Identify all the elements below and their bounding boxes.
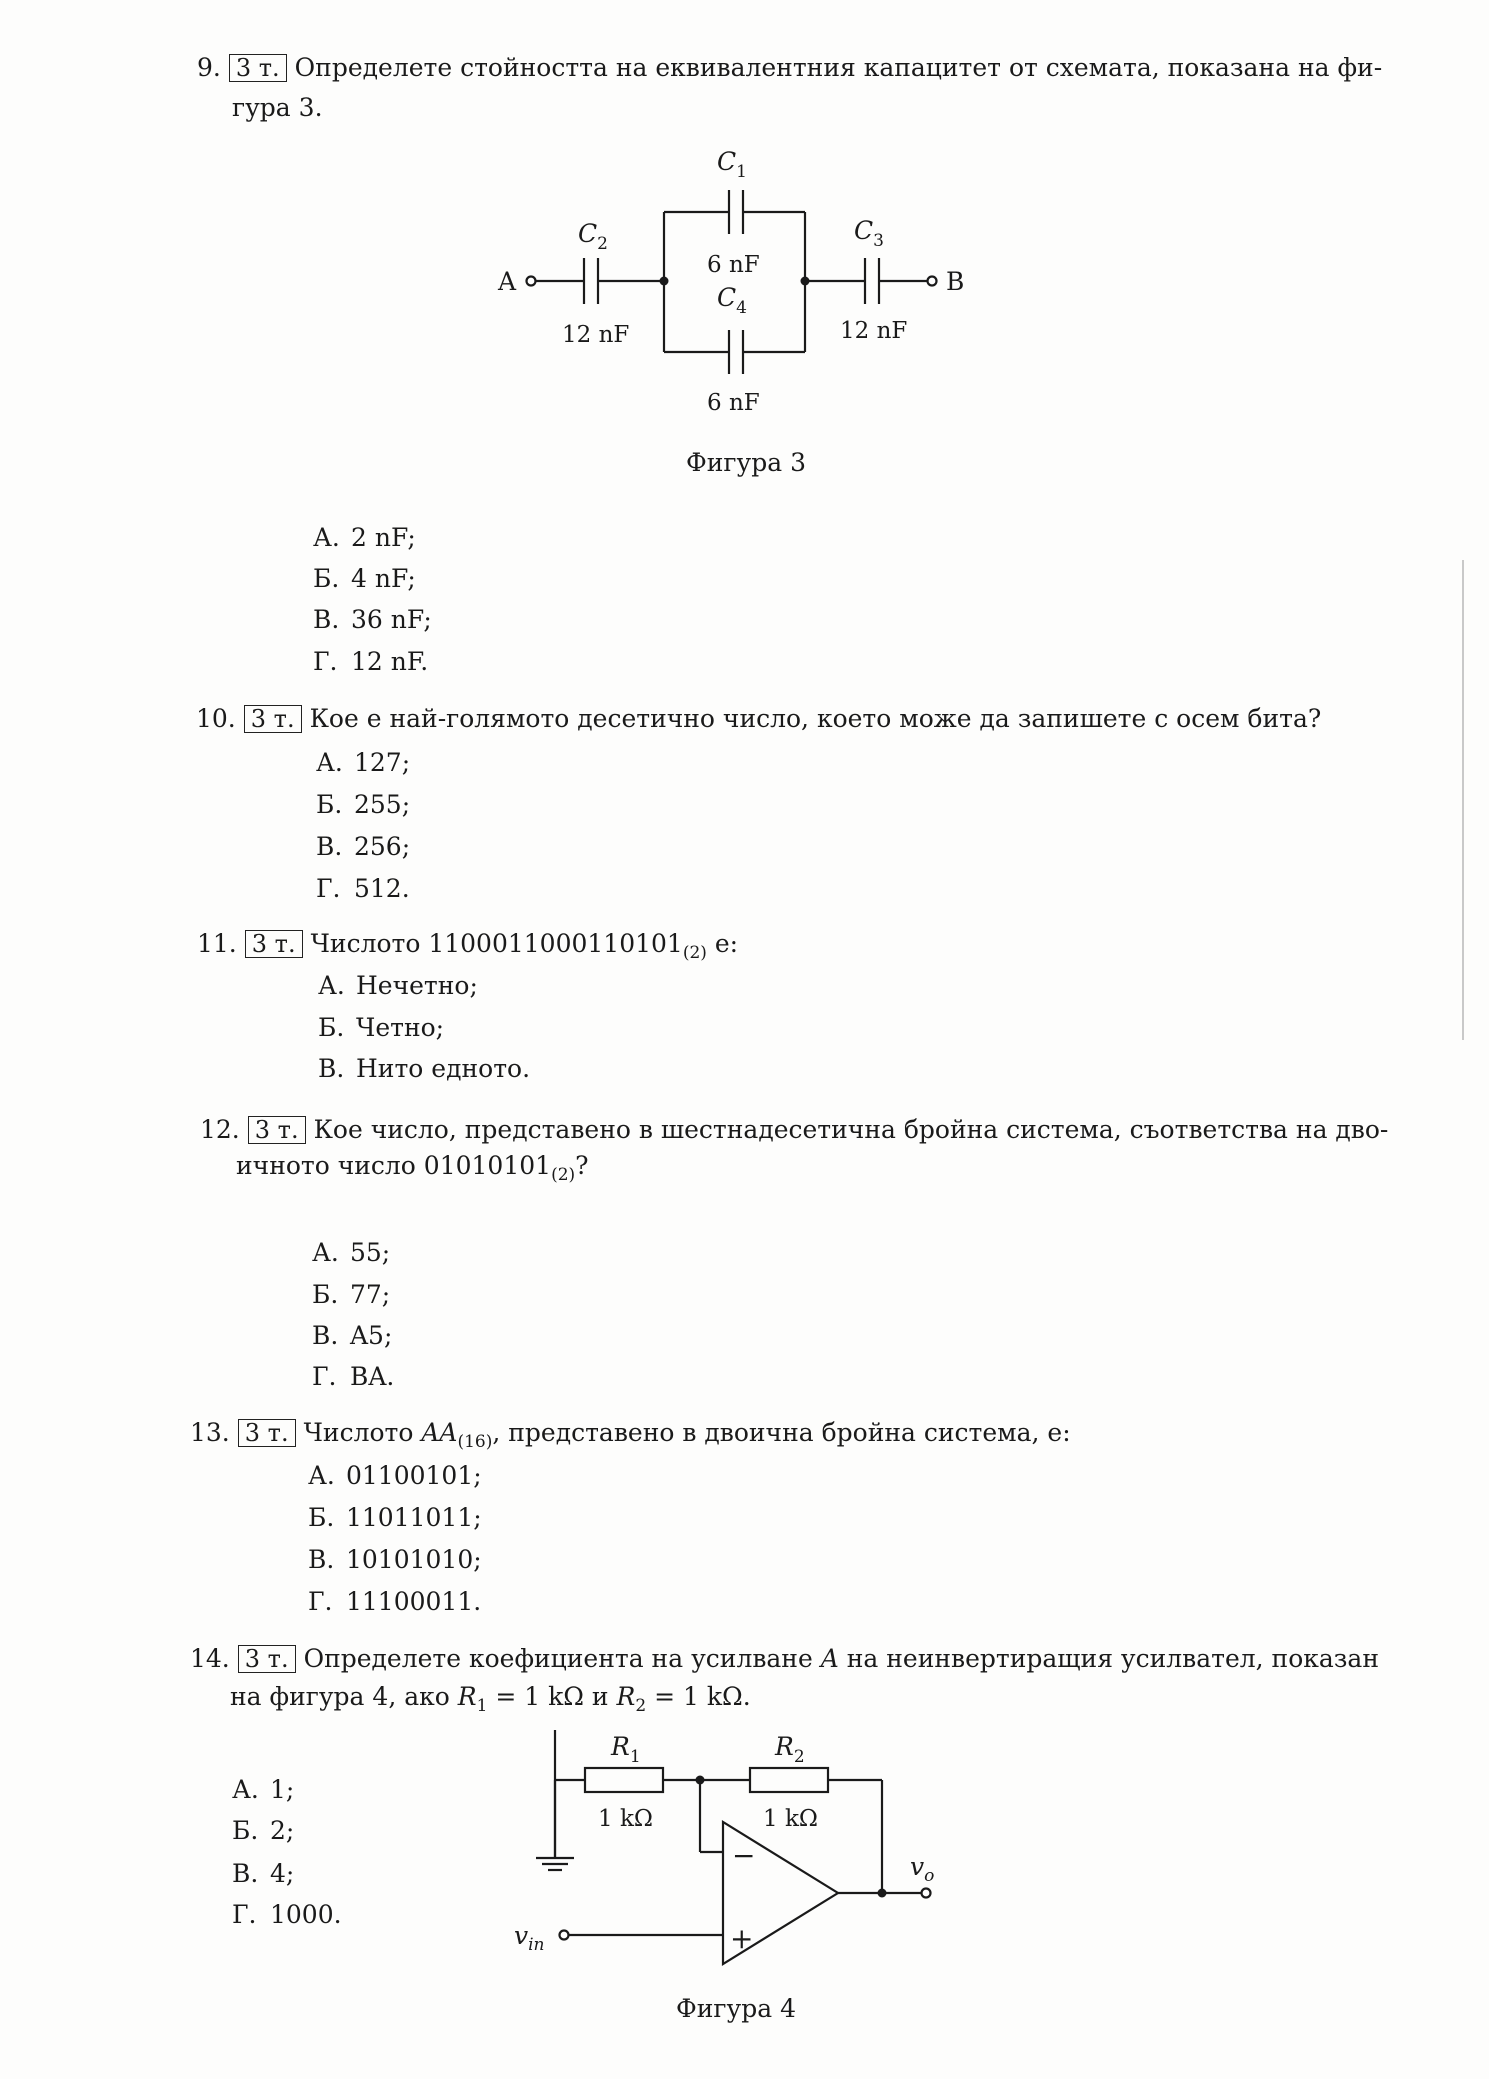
figure-caption: Фигура 3 bbox=[686, 448, 806, 477]
noninverting-input-sign: + bbox=[730, 1922, 754, 1955]
question-12 bbox=[200, 1114, 1388, 1146]
question-text: Числото $1100011000110101_{(2)}$ е: bbox=[310, 929, 739, 963]
answer-option: Г. 12 nF. bbox=[313, 647, 429, 676]
answer-option: Г. 1000. bbox=[232, 1900, 342, 1929]
question-number: 14. bbox=[190, 1644, 230, 1673]
c1-value: 6 nF bbox=[707, 252, 760, 278]
question-text-continued: ичното число $01010101_{(2)}$? bbox=[236, 1151, 589, 1185]
answer-option: Б. 4 nF; bbox=[313, 564, 416, 593]
question-text: Определете коефициента на усилване A на неинвертиращия усилвател, показан bbox=[303, 1644, 1380, 1673]
junction-dot bbox=[696, 1776, 705, 1785]
points-box: 3 т. bbox=[229, 54, 287, 82]
answer-option: В. 36 nF; bbox=[313, 605, 432, 634]
r1-label: $R_1$ bbox=[611, 1732, 641, 1767]
c1-label: $C_1$ bbox=[717, 147, 747, 182]
scan-edge-mark bbox=[1462, 560, 1464, 1040]
answer-option: А. 2 nF; bbox=[313, 523, 416, 552]
answer-option: Б. 2; bbox=[232, 1816, 295, 1845]
answer-option: А. 55; bbox=[312, 1238, 391, 1267]
answer-option: В. Нито едното. bbox=[318, 1054, 531, 1083]
question-9 bbox=[197, 52, 1382, 84]
answer-option: В. 10101010; bbox=[308, 1545, 482, 1574]
capacitor-circuit-figure bbox=[480, 140, 1000, 470]
answer-option: В. A5; bbox=[312, 1321, 393, 1350]
answer-option: Г. BA. bbox=[312, 1362, 395, 1391]
junction-dot bbox=[660, 277, 669, 286]
question-number: 10. bbox=[196, 704, 236, 733]
question-text: Числото $AA_{(16)}$, представено в двоична бройна система, е: bbox=[303, 1418, 1071, 1452]
c2-value: 12 nF bbox=[562, 322, 630, 348]
question-text: Определете стойността на еквивалентния капацитет от схемата, показана на фи- bbox=[294, 53, 1383, 82]
points-box: 3 т. bbox=[244, 705, 302, 733]
node-a-label: A bbox=[498, 267, 517, 296]
question-number: 9. bbox=[197, 53, 221, 82]
c4-label: $C_4$ bbox=[717, 283, 747, 318]
figure-caption: Фигура 4 bbox=[676, 1994, 796, 2023]
answer-option: А. Нечетно; bbox=[318, 971, 478, 1000]
c2-label: $C_2$ bbox=[578, 219, 608, 254]
question-10 bbox=[196, 703, 1321, 735]
answer-option: А. 127; bbox=[316, 748, 411, 777]
question-number: 12. bbox=[200, 1115, 240, 1144]
junction-dot bbox=[801, 277, 810, 286]
question-text: Кое е най-голямото десетично число, което може да запишете с осем бита? bbox=[309, 704, 1322, 733]
r1-value: 1 kΩ bbox=[598, 1806, 653, 1832]
points-box: 3 т. bbox=[248, 1116, 306, 1144]
points-box: 3 т. bbox=[238, 1645, 296, 1673]
question-text-continued: гура 3. bbox=[232, 93, 323, 122]
c3-value: 12 nF bbox=[840, 318, 908, 344]
answer-option: А. 1; bbox=[232, 1775, 295, 1804]
question-number: 11. bbox=[197, 929, 237, 958]
question-13 bbox=[190, 1417, 1071, 1458]
question-11 bbox=[197, 928, 738, 969]
answer-option: А. 01100101; bbox=[308, 1461, 482, 1490]
r2-value: 1 kΩ bbox=[763, 1806, 818, 1832]
points-box: 3 т. bbox=[245, 930, 303, 958]
answer-option: Б. 255; bbox=[316, 790, 411, 819]
inverting-input-sign: − bbox=[732, 1839, 756, 1872]
answer-option: Б. Четно; bbox=[318, 1013, 445, 1042]
node-b-label: B bbox=[946, 267, 965, 296]
c3-label: $C_3$ bbox=[854, 216, 884, 251]
question-text: Кое число, представено в шестнадесетична бройна система, съответства на дво- bbox=[313, 1115, 1389, 1144]
answer-option: В. 256; bbox=[316, 832, 411, 861]
junction-dot bbox=[878, 1889, 887, 1898]
answer-option: Г. 11100011. bbox=[308, 1587, 482, 1616]
answer-option: Г. 512. bbox=[316, 874, 410, 903]
r2-label: $R_2$ bbox=[775, 1732, 805, 1767]
amplifier-circuit-figure bbox=[510, 1730, 970, 1990]
question-number: 13. bbox=[190, 1418, 230, 1447]
c4-value: 6 nF bbox=[707, 390, 760, 416]
question-14 bbox=[190, 1643, 1379, 1675]
vo-label: $v_o$ bbox=[910, 1852, 935, 1886]
answer-option: Б. 77; bbox=[312, 1280, 391, 1309]
question-text-continued: на фигура 4, ако $R_1 = 1$ kΩ и $R_2 = 1$ kΩ. bbox=[230, 1682, 751, 1716]
answer-option: Б. 11011011; bbox=[308, 1503, 482, 1532]
answer-option: В. 4; bbox=[232, 1859, 295, 1888]
vin-label: $v_{in}$ bbox=[514, 1921, 545, 1955]
points-box: 3 т. bbox=[238, 1419, 296, 1447]
